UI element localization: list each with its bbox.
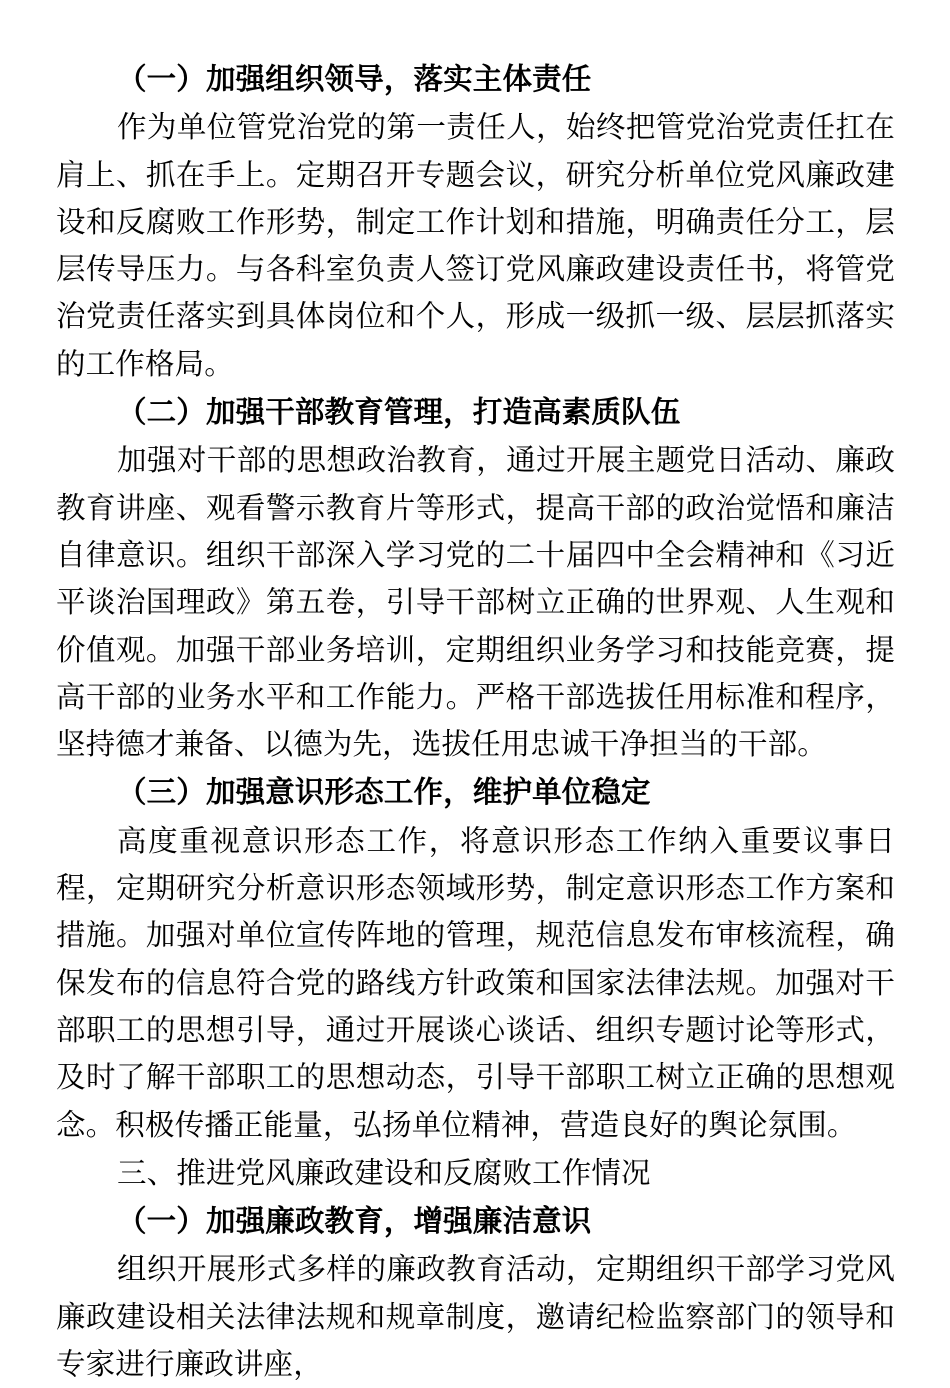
heading-1-3: （三）加强意识形态工作，维护单位稳定 — [117, 776, 651, 810]
section-heading-3: 三、推进党风廉政建设和反腐败工作情况 — [117, 1156, 651, 1190]
heading-1-1: （一）加强组织领导，落实主体责任 — [117, 63, 592, 96]
paragraph-1-1: 作为单位管党治党的第一责任人，始终把管党治党责任扛在肩上、抓在手上。定期召开专题会议，研究分析单位党风廉政建设和反腐败工作形势，制定工作计划和措施，明确责任分工，层层传导压力。与各科室负责人签订党风廉政建设责任书，将管党治党责任落实到具体岗位和个人，形成一级抓一级、层层抓落实的工作格局。 — [56, 111, 895, 381]
document-body — [56, 56, 895, 1388]
paragraph-3-1: 组织开展形式多样的廉政教育活动，定期组织干部学习党风廉政建设相关法律法规和规章制度，邀请纪检监察部门的领导和专家进行廉政讲座， — [56, 1253, 895, 1382]
paragraph-1-3: 高度重视意识形态工作，将意识形态工作纳入重要议事日程，定期研究分析意识形态领域形势，制定意识形态工作方案和措施。加强对单位宣传阵地的管理，规范信息发布审核流程，确保发布的信息符合党的路线方针政策和国家法律法规。加强对干部职工的思想引导，通过开展谈心谈话、组织专题讨论等形式，及时了解干部职工的思想动态，引导干部职工树立正确的思想观念。积极传播正能量，弘扬单位精神，营造良好的舆论氛围。 — [56, 824, 895, 1142]
heading-3-1: （一）加强廉政教育，增强廉洁意识 — [117, 1205, 592, 1239]
paragraph-1-2: 加强对干部的思想政治教育，通过开展主题党日活动、廉政教育讲座、观看警示教育片等形式，提高干部的政治觉悟和廉洁自律意识。组织干部深入学习党的二十届四中全会精神和《习近平谈治国理政》第五卷，引导干部树立正确的世界观、人生观和价值观。加强干部业务培训，定期组织业务学习和技能竞赛，提高干部的业务水平和工作能力。严格干部选拔任用标准和程序，坚持德才兼备、以德为先，选拔任用忠诚干净担当的干部。 — [56, 444, 895, 762]
heading-1-2: （二）加强干部教育管理，打造高素质队伍 — [117, 396, 681, 430]
